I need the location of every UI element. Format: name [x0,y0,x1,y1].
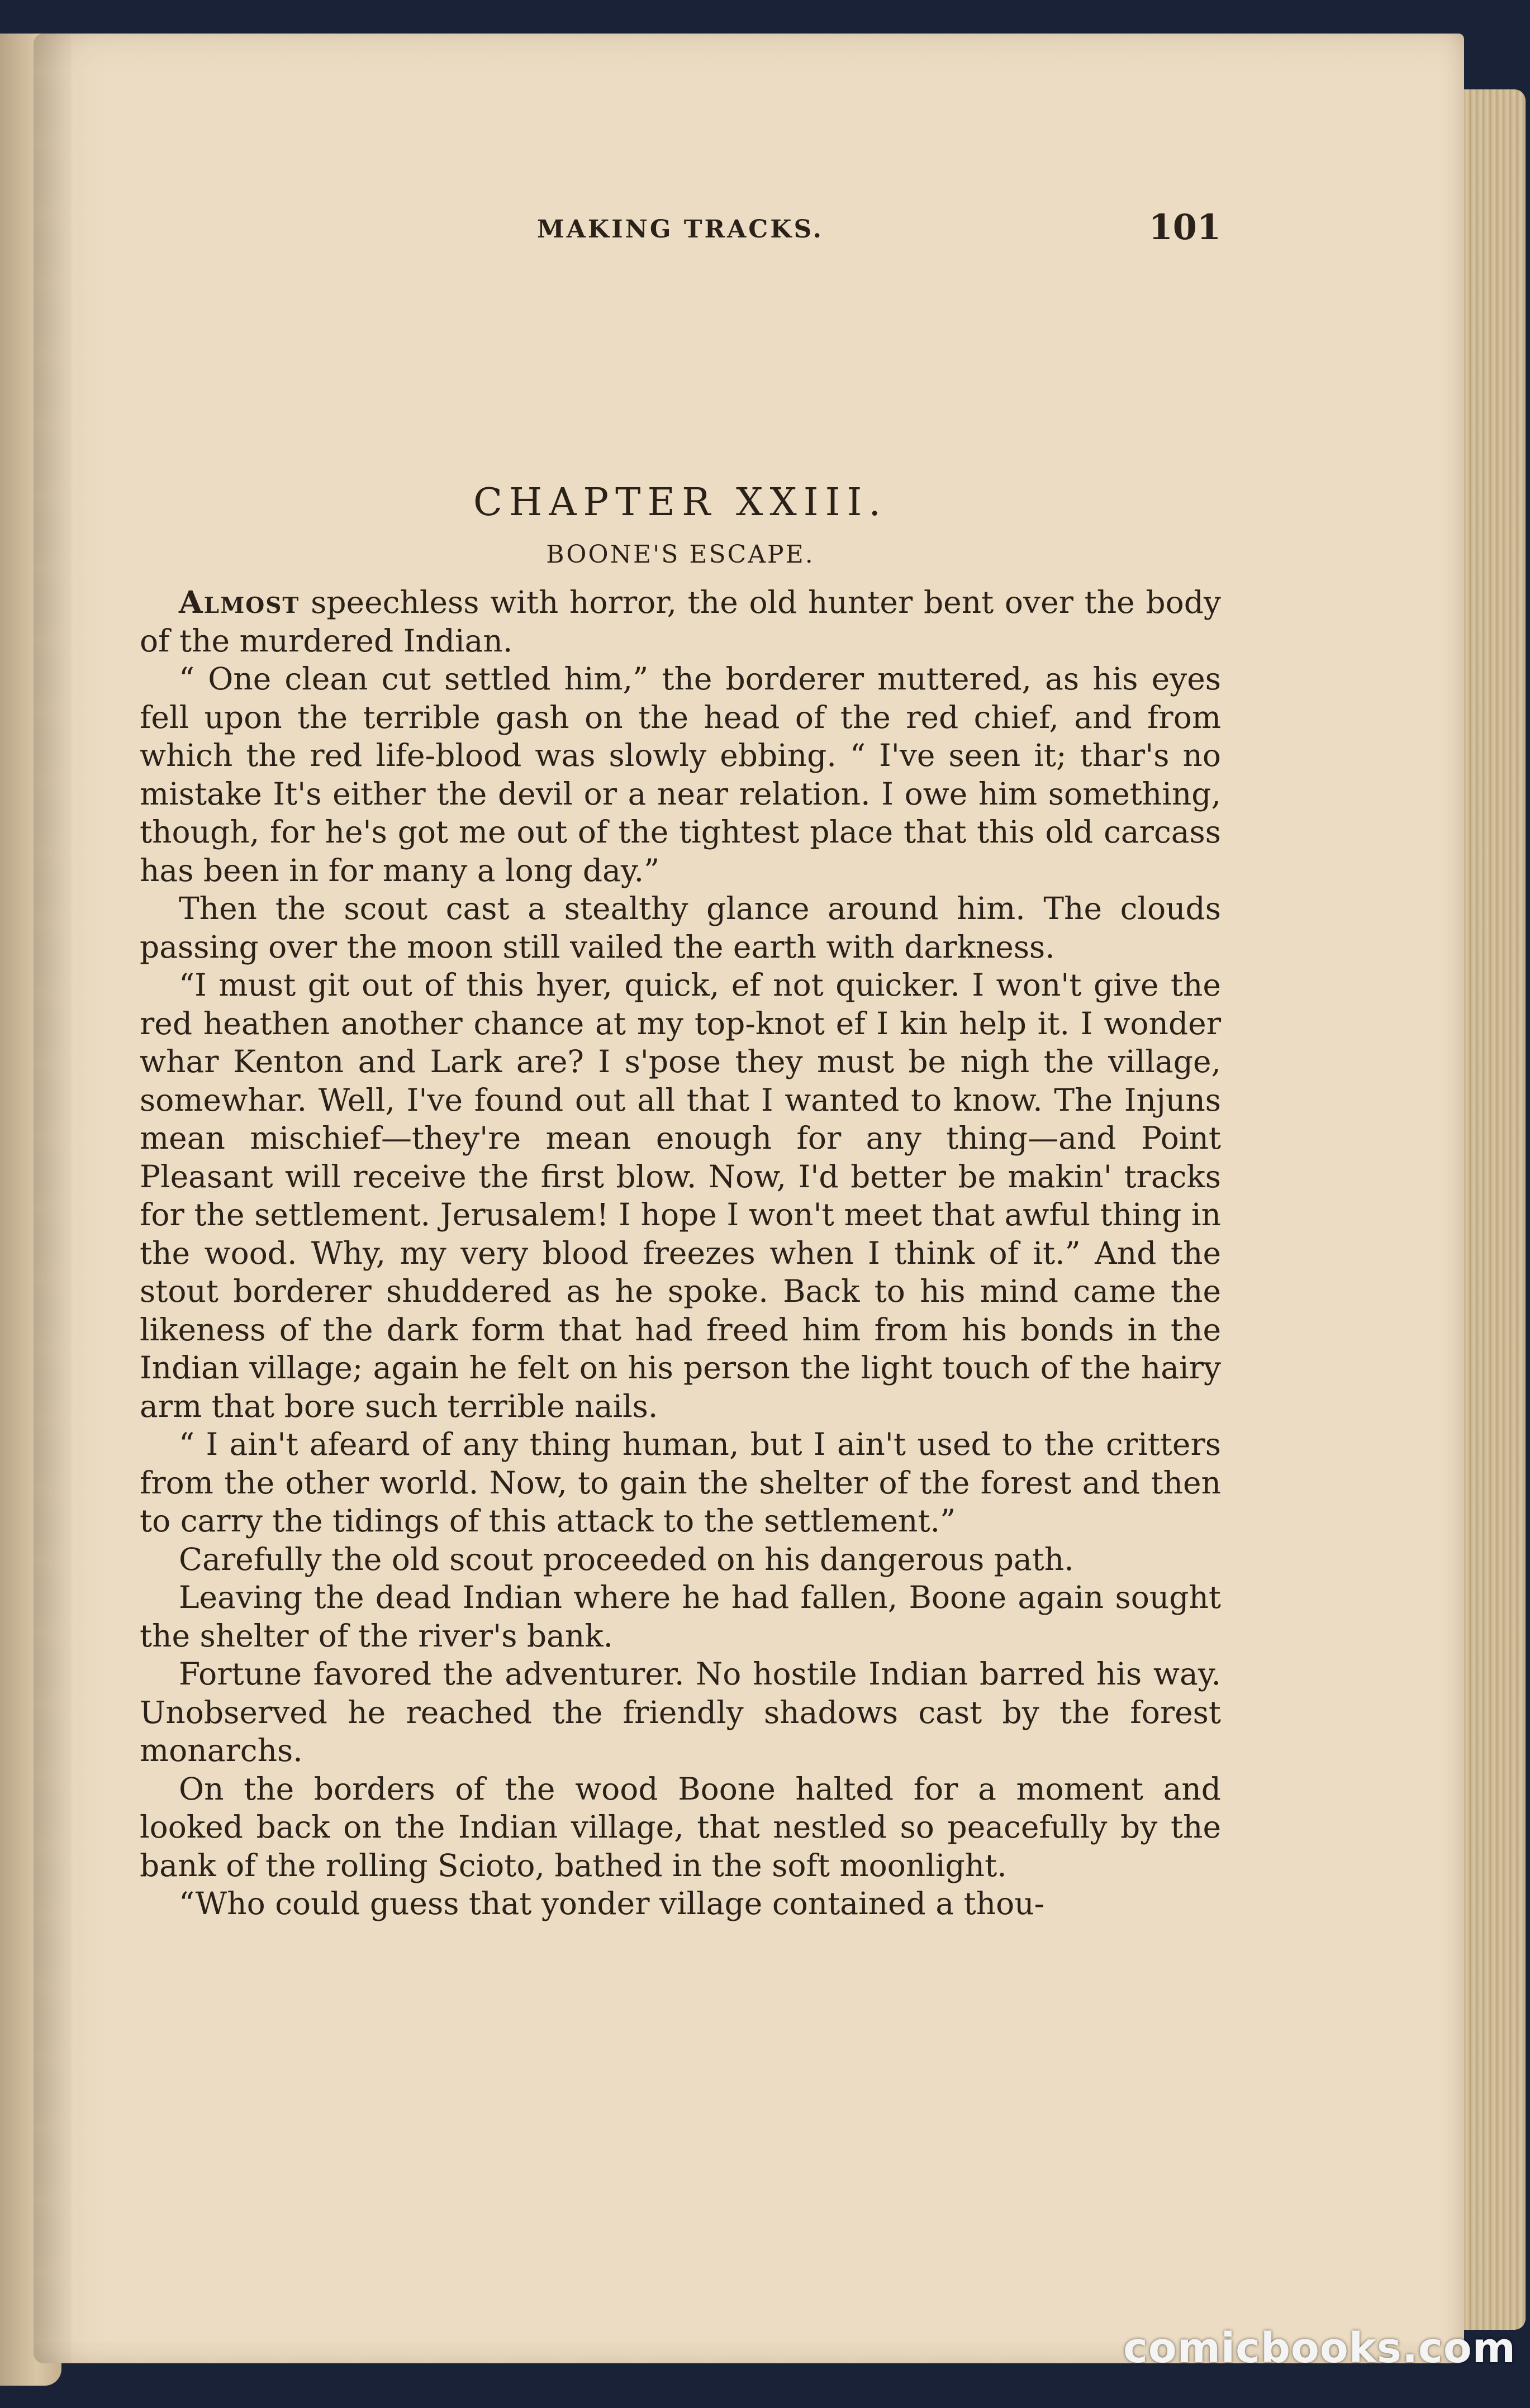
page-number: 101 [1148,207,1221,248]
paragraph: Fortune favored the adventurer. No hostile Indian barred his way. Unobserved he reached the friendly shadows cast by the forest monarchs. [140,1656,1221,1768]
paragraph: “ One clean cut settled him,” the borderer muttered, as his eyes fell upon the terrible gash on the head of the red chief, and from which the red life-blood was slowly ebbing. “ I've seen it; thar's no mistake It's either the devil or a near relation. I owe him something, though, for he's got me out of the tightest place that this old carcass has been in for many a long day.” [140,661,1221,888]
paragraph: On the borders of the wood Boone halted for a moment and looked back on the Indian village, that nestled so peacefully by the bank of the rolling Scioto, bathed in the soft moonlight. [140,1771,1221,1883]
paragraph: “I must git out of this hyer, quick, ef not quicker. I won't give the red heathen another chance at my top-knot ef I kin help it. I wonder whar Kenton and Lark are? I s'pose they must be nigh the village, somewhar. Well, I've found out all that I wanted to know. The Injuns mean mischief—they're mean enough for any thing—and Point Pleasant will receive the first blow. Now, I'd better be makin' tracks for the settlement. Jerusalem! I hope I won't meet that awful thing in the wood. Why, my very blood freezes when I think of it.” And the stout borderer shuddered as he spoke. Back to his mind came the likeness of the dark form that had freed him from his bonds in the Indian village; again he felt on his person the light touch of the hairy arm that bore such terrible nails. [140,967,1221,1424]
paragraph: “ I ain't afeard of any thing human, but I ain't used to the critters from the other world. Now, to gain the shelter of the forest and then to carry the tidings of this attack to the settlement.” [140,1426,1221,1539]
page-block-edge [1464,89,1526,2330]
chapter-title: CHAPTER XXIII. [473,480,888,525]
paragraph: Carefully the old scout proceeded on his dangerous path. [179,1541,1074,1577]
watermark: comicbooks.com [1123,2324,1516,2372]
page-content [140,207,1221,1923]
running-head [140,207,1221,268]
paragraph: Leaving the dead Indian where he had fallen, Boone again sought the shelter of the river's bank. [140,1579,1221,1654]
chapter-subtitle: BOONE'S ESCAPE. [546,540,815,569]
paragraph: Then the scout cast a stealthy glance around him. The clouds passing over the moon still vailed the earth with darkness. [140,891,1221,965]
paragraph [140,583,1221,660]
running-title: MAKING TRACKS. [536,215,824,244]
paragraph-text: speechless with horror, the old hunter bent over the body of the murdered Indian. [140,584,1221,659]
lead-word: Almost [179,584,300,620]
paragraph: “Who could guess that yonder village contained a thou- [179,1886,1045,1921]
